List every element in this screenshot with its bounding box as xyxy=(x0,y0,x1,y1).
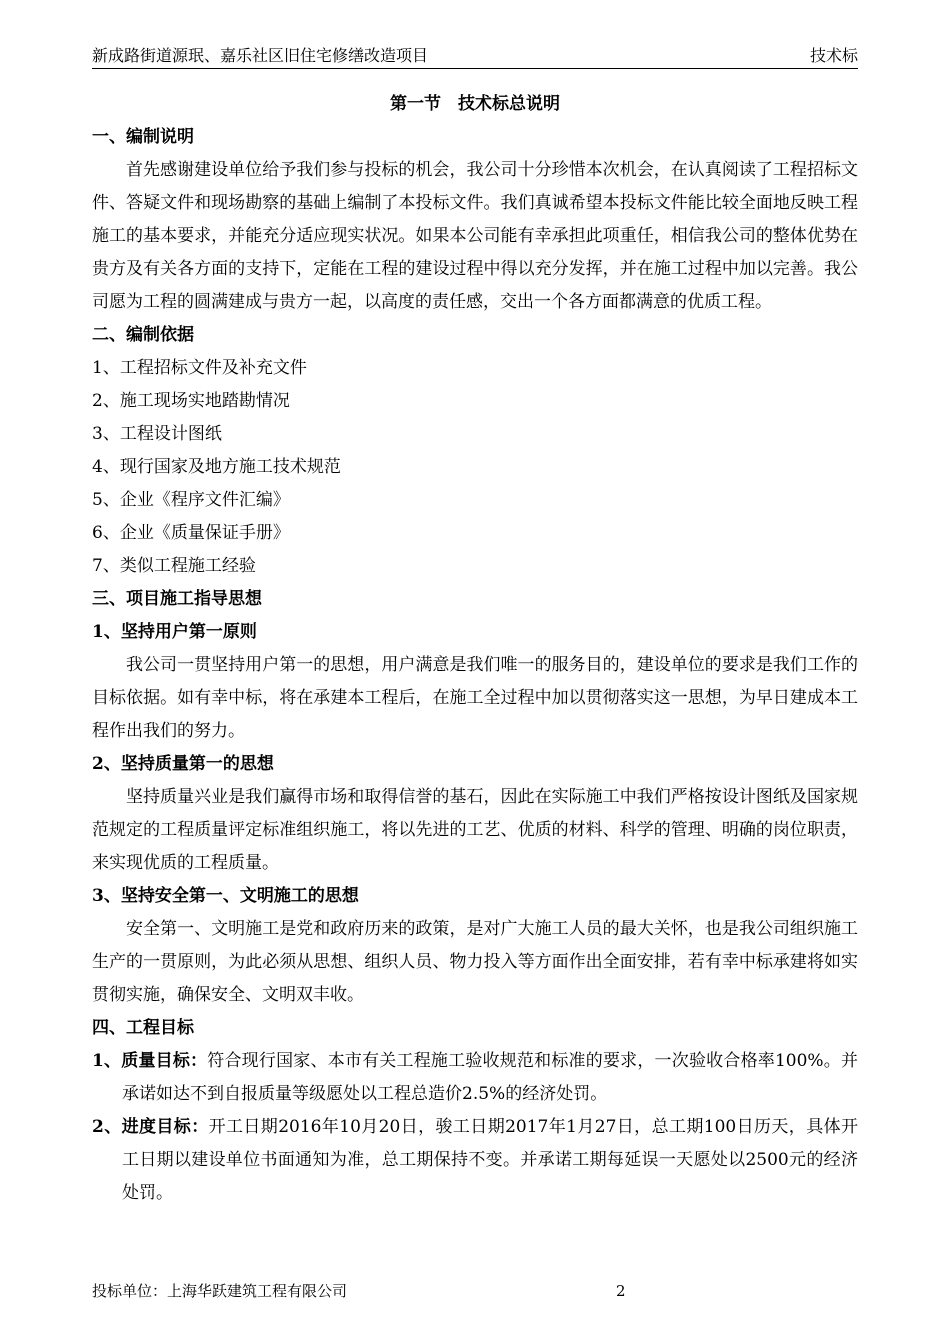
schedule-goal-text: 开工日期2016年10月20日，骏工日期2017年1月27日，总工期100日历天，具体开工日期以建设单位书面通知为准，总工期保持不变。并承诺工期每延误一天愿处以2500元的经济处罚。 xyxy=(122,1117,858,1203)
page-footer xyxy=(92,1280,858,1302)
basis-item: 7、类似工程施工经验 xyxy=(92,556,256,576)
subheading-safety-first: 3、坚持安全第一、文明施工的思想 xyxy=(92,886,359,906)
heading-compilation-basis: 二、编制依据 xyxy=(92,325,194,345)
header-doc-type: 技术标 xyxy=(809,46,858,65)
basis-item: 4、现行国家及地方施工技术规范 xyxy=(92,457,341,477)
schedule-goal xyxy=(92,1111,858,1210)
heading-guiding-ideas: 三、项目施工指导思想 xyxy=(92,589,262,609)
quality-first-paragraph: 坚持质量兴业是我们赢得市场和取得信誉的基石，因此在实际施工中我们严格按设计图纸及国家规范规定的工程质量评定标准组织施工，将以先进的工艺、优质的材料、科学的管理、明确的岗位职责，来实现优质的工程质量。 xyxy=(92,787,858,873)
page-number: 2 xyxy=(616,1282,626,1300)
basis-item: 1、工程招标文件及补充文件 xyxy=(92,358,307,378)
basis-item: 3、工程设计图纸 xyxy=(92,424,222,444)
safety-first-paragraph: 安全第一、文明施工是党和政府历来的政策，是对广大施工人员的最大关怀，也是我公司组织施工生产的一贯原则，为此必须从思想、组织人员、物力投入等方面作出全面安排，若有幸中标承建将如实贯彻实施，确保安全、文明双丰收。 xyxy=(92,919,858,1005)
quality-goal-label: 1、质量目标： xyxy=(92,1051,208,1071)
subheading-quality-first: 2、坚持质量第一的思想 xyxy=(92,754,274,774)
quality-goal xyxy=(92,1045,858,1111)
user-first-paragraph: 我公司一贯坚持用户第一的思想，用户满意是我们唯一的服务目的，建设单位的要求是我们工作的目标依据。如有幸中标，将在承建本工程后，在施工全过程中加以贯彻落实这一思想，为早日建成本工程作出我们的努力。 xyxy=(92,655,858,741)
compilation-notes-paragraph: 首先感谢建设单位给予我们参与投标的机会，我公司十分珍惜本次机会，在认真阅读了工程招标文件、答疑文件和现场勘察的基础上编制了本投标文件。我们真诚希望本投标文件能比较全面地反映工程施工的基本要求，并能充分适应现实状况。如果本公司能有幸承担此项重任，相信我公司的整体优势在贵方及有关各方面的支持下，定能在工程的建设过程中得以充分发挥，并在施工过程中加以完善。我公司愿为工程的圆满建成与贵方一起，以高度的责任感，交出一个各方面都满意的优质工程。 xyxy=(92,160,858,312)
schedule-goal-label: 2、进度目标： xyxy=(92,1117,209,1137)
heading-project-goals: 四、工程目标 xyxy=(92,1018,194,1038)
subheading-user-first: 1、坚持用户第一原则 xyxy=(92,622,257,642)
page-header xyxy=(92,44,858,69)
basis-item: 2、施工现场实地踏勘情况 xyxy=(92,391,290,411)
quality-goal-text: 符合现行国家、本市有关工程施工验收规范和标准的要求，一次验收合格率100%。并承诺如达不到自报质量等级愿处以工程总造价2.5%的经济处罚。 xyxy=(122,1051,858,1104)
document-body xyxy=(92,88,858,1210)
header-project-title: 新成路街道源珉、嘉乐社区旧住宅修缮改造项目 xyxy=(92,46,429,65)
heading-compilation-notes: 一、编制说明 xyxy=(92,127,194,147)
basis-item: 6、企业《质量保证手册》 xyxy=(92,523,290,543)
footer-bidder-company: 投标单位：上海华跃建筑工程有限公司 xyxy=(92,1282,348,1300)
section-title: 第一节 技术标总说明 xyxy=(390,94,560,114)
basis-item: 5、企业《程序文件汇编》 xyxy=(92,490,290,510)
